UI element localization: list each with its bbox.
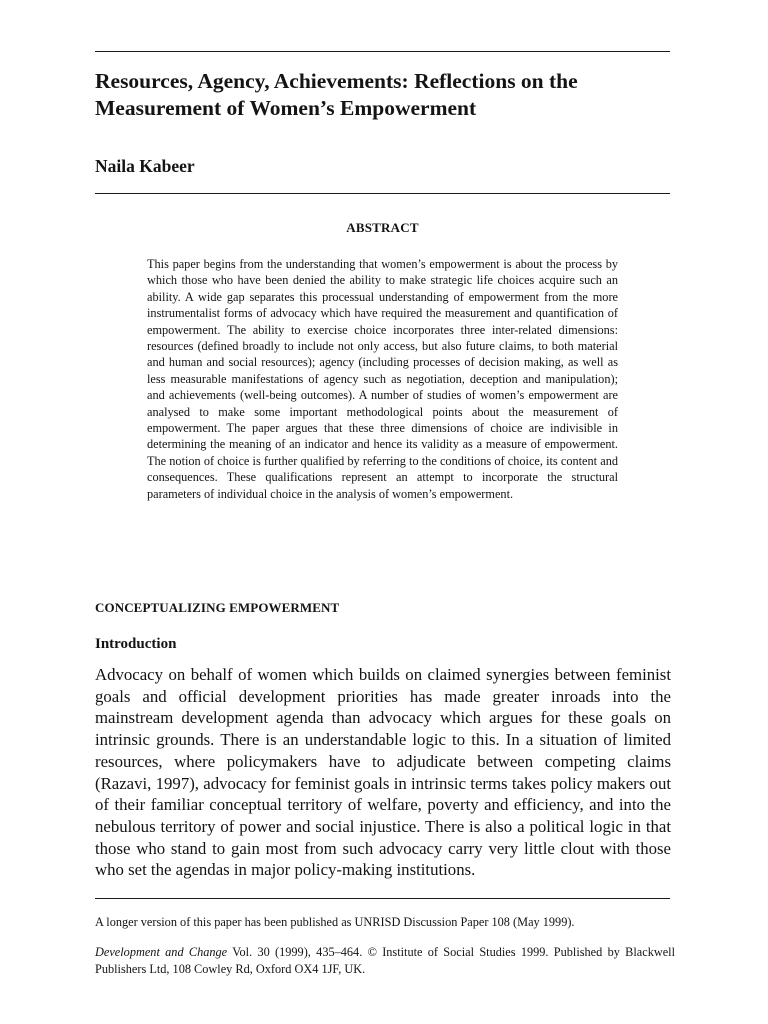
header-divider — [95, 193, 670, 194]
introduction-text: Advocacy on behalf of women which builds on claimed synergies between feminist goals and official development priorities has made greater inroads into the mainstream development agenda than advocacy which argues for these goals on intrinsic grounds. There is an understandable logic to this. In a situation of limited resources, where policymakers have to adjudicate between competing claims (Razavi, 1997), advocacy for feminist goals in intrinsic terms takes policy makers out of their familiar conceptual territory of welfare, poverty and efficiency, and into the nebulous territory of power and social injustice. There is also a political logic in that those who stand to gain most from such advocacy carry very little clout with those who set the agendas in major policy-making institutions. — [95, 665, 671, 880]
journal-name: Development and Change — [95, 945, 228, 959]
abstract-text: This paper begins from the understanding that women’s empowerment is about the process by which those who have been denied the ability to make strategic life choices acquire such an ability. A wide gap separates this processual understanding of empowerment from the more instrumentalist forms of advocacy which have required the measurement and quantification of empowerment. The ability to exercise choice incorporates three inter-related dimensions: resources (defined broadly to include not only access, but also future claims, to both material and human and social resources); agency (including processes of decision making, as well as less measurable manifestations of agency such as negotiation, deception and manipulation); and achievements (well-being outcomes). A number of studies of women’s empowerment are analysed to make some important methodological points about the measurement of empowerment. The paper argues that these three dimensions of choice are indivisible in determining the meaning of an indicator and hence its validity as a measure of empowerment. The notion of choice is further qualified by referring to the conditions of choice, its content and consequences. These qualifications represent an attempt to incorporate the structural parameters of individual choice in the analysis of women’s empowerment. — [147, 257, 618, 501]
journal-info — [95, 944, 675, 977]
subsection-heading: Introduction — [95, 636, 177, 652]
abstract-heading: ABSTRACT — [346, 220, 419, 235]
author-name: Naila Kabeer — [95, 156, 195, 176]
journal-details: Vol. 30 (1999), 435–464. © Institute of Social Studies 1999. Published by Blackwell Publishers Ltd, 108 Cowley Rd, Oxford OX4 1JF, UK. — [95, 945, 676, 976]
footnote: A longer version of this paper has been published as UNRISD Discussion Paper 108 (May 1999). — [95, 915, 575, 929]
top-rule — [95, 51, 670, 52]
section-heading: CONCEPTUALIZING EMPOWERMENT — [95, 600, 340, 615]
footnote-divider — [95, 898, 670, 899]
article-title: Resources, Agency, Achievements: Reflections on the Measurement of Women’s Empowerment — [95, 69, 578, 120]
